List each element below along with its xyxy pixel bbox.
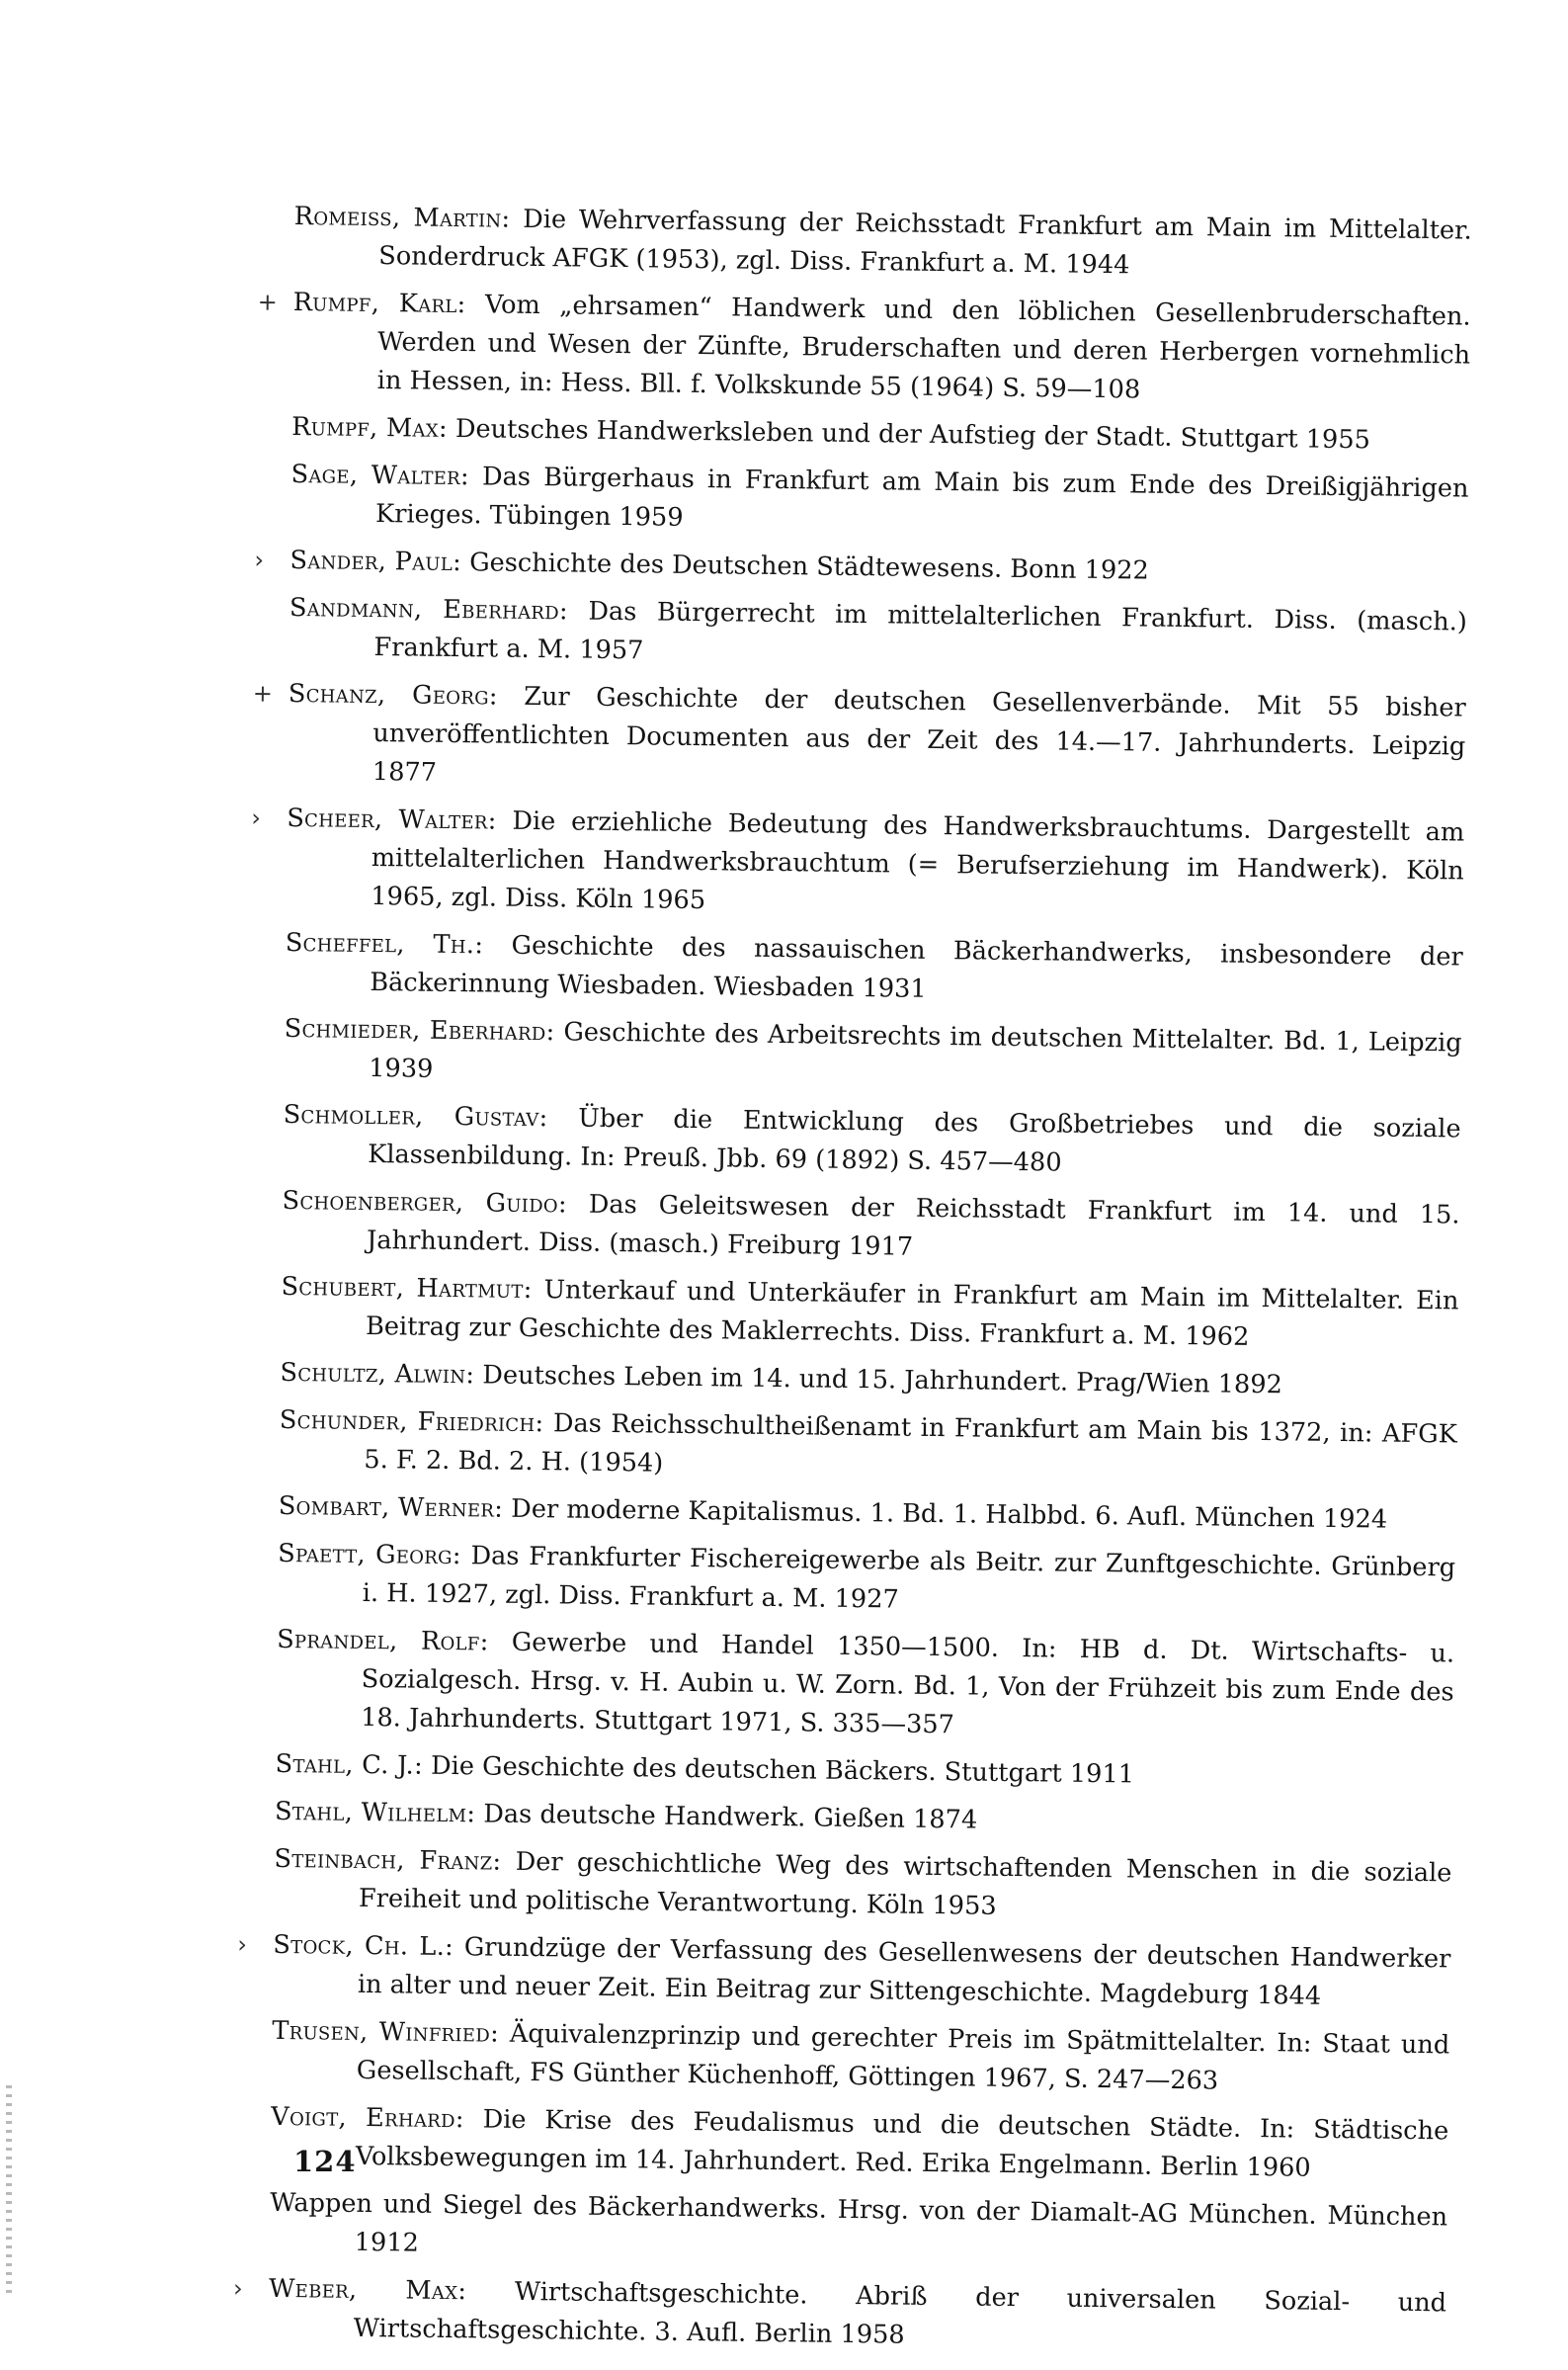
entry-text: Unterkauf und Unterkäufer in Frankfurt am Main im Mittelalter. Ein Beitrag zur Geschichte des Maklerrechts. Diss. Frankfurt a. M. 1962 — [366, 1275, 1459, 1352]
entry-text: Die Geschichte des deutschen Bäckers. Stuttgart 1911 — [423, 1751, 1134, 1790]
entry-text: Das Geleitswesen der Reichsstadt Frankfurt im 14. und 15. Jahrhundert. Diss. (masch.) Freiburg 1917 — [367, 1189, 1460, 1261]
entry-text: Geschichte des nassauischen Bäckerhandwerks, insbesondere der Bäckerinnung Wiesbaden. Wiesbaden 1931 — [370, 930, 1463, 1003]
bibliography-entry — [276, 1621, 1454, 1751]
entry-text: Wirtschaftsgeschichte. Abriß der universalen Sozial- und Wirtschaftsgeschichte. 3. Aufl. Berlin 1958 — [353, 2276, 1446, 2349]
entry-author: Steinbach, Franz: — [274, 1844, 501, 1877]
entry-author: Schmieder, Eberhard: — [285, 1014, 555, 1047]
entry-text: Die Wehrverfassung der Reichsstadt Frankfurt am Main im Mittelalter. Sonderdruck AFGK (1953), zgl. Diss. Frankfurt a. M. 1944 — [378, 205, 1472, 281]
entry-author: Schunder, Friedrich: — [280, 1405, 544, 1438]
bibliography-entry — [273, 1926, 1451, 2018]
bibliography-entry — [280, 1354, 1457, 1407]
bibliography-entry — [285, 924, 1463, 1016]
bibliography-entry — [275, 1745, 1452, 1799]
entry-author: Sombart, Werner: — [279, 1491, 504, 1524]
entry-text: Vom „ehrsamen“ Handwerk und den löblichen Gesellenbruderschaften. Werden und Wesen der Zünfte, Bruderschaften und deren Herbergen vornehmlich in Hessen, in: Hess. Bll. f. Volkskunde 55 (1964) S. 59—108 — [377, 290, 1471, 404]
entry-author: Schultz, Alwin: — [280, 1358, 474, 1390]
margin-mark: + — [257, 284, 278, 322]
scan-edge-artifact — [6, 2085, 12, 2293]
bibliography-entry — [271, 2098, 1449, 2190]
entry-author: Sprandel, Rolf: — [277, 1625, 489, 1657]
bibliography-entry — [278, 1535, 1456, 1627]
entry-author: Spaett, Georg: — [278, 1539, 461, 1570]
entry-author: Schubert, Hartmut: — [281, 1272, 532, 1305]
bibliography-entry — [282, 1182, 1460, 1274]
bibliography-entry — [275, 1793, 1452, 1846]
bibliography-entry — [289, 542, 1467, 595]
margin-mark: + — [253, 675, 274, 714]
entry-text: Gewerbe und Handel 1350—1500. In: HB d. Dt. Wirtschafts- u. Sozialgesch. Hrsg. v. H. Aubin u. W. Zorn. Bd. 1, Von der Frühzeit bis zum Ende des 18. Jahrhunderts. Stuttgart 1971, S. 335—357 — [361, 1628, 1454, 1740]
entry-text: Der moderne Kapitalismus. 1. Bd. 1. Halbbd. 6. Aufl. München 1924 — [503, 1494, 1387, 1535]
entry-text: Wappen und Siegel des Bäckerhandwerks. Hrsg. von der Diamalt-AG München. München 1912 — [270, 2188, 1447, 2258]
bibliography-entry — [268, 2270, 1446, 2362]
entry-text: Die Krise des Feudalismus und die deutschen Städte. In: Städtische Volksbewegungen im 14. Jahrhundert. Red. Erika Engelmann. Berlin 1960 — [356, 2104, 1449, 2182]
entry-author: Scheffel, Th.: — [286, 928, 484, 960]
bibliography-entry — [279, 1401, 1457, 1493]
entry-text: Das Bürgerhaus in Frankfurt am Main bis zum Ende des Dreißigjährigen Krieges. Tübingen 1959 — [375, 462, 1469, 533]
bibliography-entry — [288, 675, 1466, 805]
bibliography-entry — [290, 456, 1469, 548]
entry-author: Stock, Ch. L.: — [273, 1930, 454, 1962]
margin-mark: › — [233, 2269, 243, 2308]
entry-text: Der geschichtliche Weg des wirtschaftenden Menschen in die soziale Freiheit und politische Verantwortung. Köln 1953 — [359, 1847, 1452, 1921]
entry-text: Das Frankfurter Fischereigewerbe als Beitr. zur Zunftgeschichte. Grünberg i. H. 1927, zgl. Diss. Frankfurt a. M. 1927 — [363, 1541, 1456, 1614]
page-number: 124 — [293, 2145, 357, 2178]
entry-text: Das Bürgerrecht im mittelalterlichen Frankfurt. Diss. (masch.) Frankfurt a. M. 1957 — [373, 596, 1467, 665]
margin-mark: › — [251, 800, 261, 838]
entry-text: Deutsches Leben im 14. und 15. Jahrhundert. Prag/Wien 1892 — [474, 1360, 1282, 1399]
entry-author: Voigt, Erhard: — [271, 2102, 464, 2134]
bibliography-entry — [269, 2184, 1447, 2276]
bibliography-entry — [291, 408, 1469, 462]
entry-text: Geschichte des Deutschen Städtewesens. Bonn 1922 — [461, 548, 1149, 585]
bibliography-entry — [274, 1840, 1452, 1932]
entry-author: Schoenberger, Guido: — [282, 1186, 567, 1220]
entry-author: Scheer, Walter: — [287, 804, 497, 836]
bibliography-entry — [293, 198, 1472, 290]
bibliography-entry — [289, 589, 1467, 681]
entry-author: Sage, Walter: — [290, 460, 469, 491]
entry-author: Stahl, C. J.: — [275, 1749, 423, 1781]
entry-text: Die erziehliche Bedeutung des Handwerksbrauchtums. Dargestellt am mittelalterlichen Handwerksbrauchtum (= Berufserziehung im Handwerk). Köln 1965, zgl. Diss. Köln 1965 — [371, 806, 1464, 916]
entry-author: Schanz, Georg: — [289, 679, 498, 712]
entry-author: Schmoller, Gustav: — [283, 1100, 547, 1133]
entry-author: Sander, Paul: — [289, 546, 461, 577]
entry-author: Weber, Max: — [269, 2274, 466, 2306]
entry-text: Geschichte des Arbeitsrechts im deutschen Mittelalter. Bd. 1, Leipzig 1939 — [369, 1017, 1462, 1083]
margin-mark: › — [237, 1925, 247, 1964]
entry-text: Äquivalenzprinzip und gerechter Preis im Spätmittelalter. In: Staat und Gesellschaft, FS Günther Küchenhoff, Göttingen 1967, S. 247—263 — [357, 2019, 1450, 2096]
entry-text: Über die Entwicklung des Großbetriebes und die soziale Klassenbildung. In: Preuß. Jbb. 69 (1892) S. 457—480 — [368, 1103, 1461, 1177]
bibliography-list — [268, 198, 1472, 2370]
entry-text: Grundzüge der Verfassung des Gesellenwesens der deutschen Handwerker in alter und neuer Zeit. Ein Beitrag zur Sittengeschichte. Magdeburg 1844 — [358, 1932, 1451, 2011]
bibliography-entry — [272, 2012, 1450, 2104]
entry-text: Das Reichsschultheißenamt in Frankfurt am Main bis 1372, in: AFGK 5. F. 2. Bd. 2. H. (1954) — [364, 1408, 1457, 1478]
entry-author: Trusen, Winfried: — [272, 2016, 499, 2049]
bibliography-entry — [283, 1096, 1461, 1188]
entry-author: Sandmann, Eberhard: — [289, 593, 568, 626]
entry-author: Stahl, Wilhelm: — [275, 1797, 476, 1828]
entry-text: Deutsches Handwerksleben und der Aufstieg der Stadt. Stuttgart 1955 — [448, 414, 1370, 455]
entry-text: Zur Geschichte der deutschen Gesellenverbände. Mit 55 bisher unveröffentlichten Documenten aus der Zeit des 14.—17. Jahrhunderts. Leipzig 1877 — [372, 682, 1466, 788]
margin-mark: › — [254, 542, 264, 580]
bibliography-entry — [279, 1487, 1456, 1541]
bibliography-entry — [286, 800, 1464, 930]
bibliography-entry — [292, 284, 1471, 414]
bibliography-entry — [281, 1268, 1459, 1360]
entry-author: Rumpf, Max: — [291, 412, 448, 444]
bibliography-entry — [284, 1010, 1462, 1102]
entry-text: Das deutsche Handwerk. Gießen 1874 — [475, 1799, 977, 1834]
entry-author: Rumpf, Karl: — [293, 288, 466, 319]
entry-author: Romeiss, Martin: — [294, 202, 511, 234]
